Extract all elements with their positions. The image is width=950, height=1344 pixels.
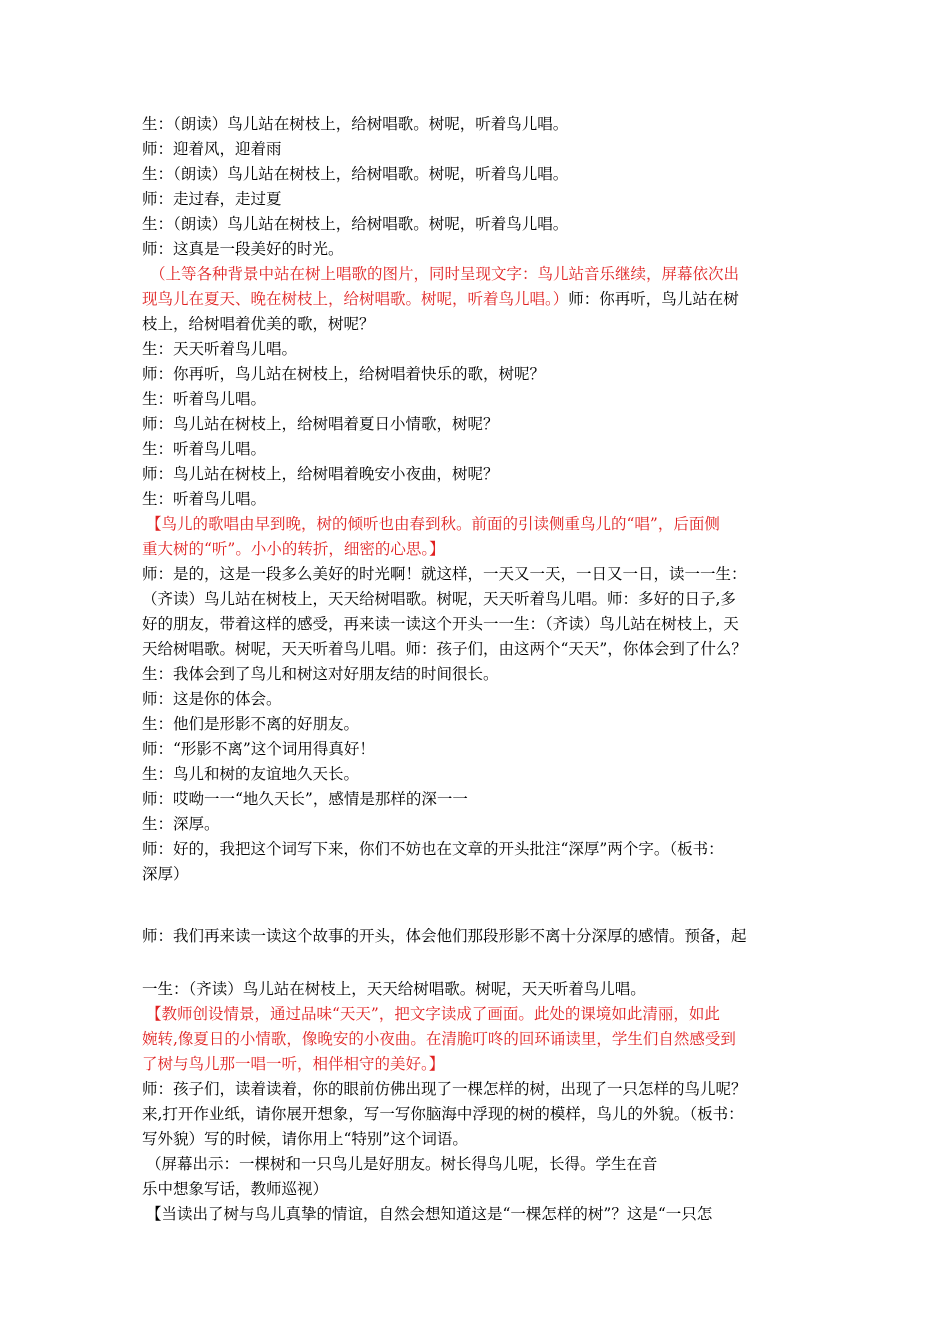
text-line: 好的朋友，带着这样的感受，再来读一读这个开头一一生：（齐读）鸟儿站在树枝上，天 — [142, 615, 739, 633]
text-line: 师：孩子们，读着读着，你的眼前仿佛出现了一棵怎样的树，出现了一只怎样的鸟儿呢？ — [142, 1080, 747, 1098]
text-line: 枝上，给树唱着优美的歌，树呢？ — [142, 315, 375, 333]
text-line: 生：（朗读）鸟儿站在树枝上，给树唱歌。树呢，听着鸟儿唱。 — [142, 115, 569, 133]
text-line: 师：迎着风，迎着雨 — [142, 140, 282, 158]
text-line: 生：听着鸟儿唱。 — [142, 440, 267, 458]
text-line: 生：（朗读）鸟儿站在树枝上，给树唱歌。树呢，听着鸟儿唱。 — [142, 165, 569, 183]
text-segment: 师：你再听，鸟儿站在树 — [568, 290, 739, 308]
text-line: 深厚） — [142, 865, 189, 883]
text-line: （屏幕出示：一棵树和一只鸟儿是好朋友。树长得鸟儿呢，长得。学生在音 — [146, 1155, 658, 1173]
paragraph-gap — [142, 949, 812, 977]
text-line: 师：哎呦一一“地久天长”，感情是那样的深一一 — [142, 790, 468, 808]
text-line: 师：你再听，鸟儿站在树枝上，给树唱着快乐的歌，树呢？ — [142, 365, 546, 383]
document-body — [142, 112, 812, 1227]
mixed-line — [142, 287, 812, 312]
annotation-segment: 现鸟儿在夏天、晚在树枝上，给树唱歌。树呢，听着鸟儿唱。） — [142, 290, 569, 308]
text-line: 生：听着鸟儿唱。 — [142, 490, 267, 508]
text-line: 生：深厚。 — [142, 815, 220, 833]
text-line: （齐读）鸟儿站在树枝上，天天给树唱歌。树呢，天天听着鸟儿唱。师：多好的日子,多 — [142, 590, 736, 608]
text-line: 【当读出了树与鸟儿真挚的情谊，自然会想知道这是“一棵怎样的树”？这是“一只怎 — [146, 1205, 713, 1223]
text-line: 师：好的，我把这个词写下来，你们不妨也在文章的开头批注“深厚”两个字。（板书： — [142, 840, 724, 858]
text-line: 生：天天听着鸟儿唱。 — [142, 340, 298, 358]
text-line: 写外貌）写的时候，请你用上“特别”这个词语。 — [142, 1130, 468, 1148]
text-line: 生：他们是形影不离的好朋友。 — [142, 715, 360, 733]
text-line: 师：走过春，走过夏 — [142, 190, 282, 208]
text-line: 师：鸟儿站在树枝上，给树唱着晚安小夜曲，树呢？ — [142, 465, 499, 483]
text-line: 师：这是你的体会。 — [142, 690, 282, 708]
text-line: 乐中想象写话，教师巡视） — [142, 1180, 329, 1198]
text-line: 师：鸟儿站在树枝上，给树唱着夏日小情歌，树呢？ — [142, 415, 499, 433]
annotation-line: 【鸟儿的歌唱由早到晚，树的倾听也由春到秋。前面的引读侧重鸟儿的“唱”，后面侧 — [146, 515, 720, 533]
text-line: 生：我体会到了鸟儿和树这对好朋友结的时间很长。 — [142, 665, 499, 683]
text-line: 天给树唱歌。树呢，天天听着鸟儿唱。师：孩子们，由这两个“天天”，你体会到了什么？ — [142, 640, 747, 658]
text-line: 生：（朗读）鸟儿站在树枝上，给树唱歌。树呢，听着鸟儿唱。 — [142, 215, 569, 233]
annotation-line: 重大树的“听”。小小的转折，细密的心思。】 — [142, 540, 445, 558]
paragraph-gap — [142, 887, 812, 924]
text-line: 来,打开作业纸，请你展开想象，写一写你脑海中浮现的树的模样，鸟儿的外貌。（板书： — [142, 1105, 744, 1123]
text-line: 师：“形影不离”这个词用得真好！ — [142, 740, 375, 758]
annotation-line: 了树与鸟儿那一唱一听，相伴相守的美好。】 — [142, 1055, 445, 1073]
text-line: 生：听着鸟儿唱。 — [142, 390, 267, 408]
annotation-line: 婉转,像夏日的小情歌，像晚安的小夜曲。在清脆叮咚的回环诵读里，学生们自然感受到 — [142, 1030, 736, 1048]
annotation-line: （上等各种背景中站在树上唱歌的图片，同时呈现文字：鸟儿站音乐继续，屏幕依次出 — [150, 265, 740, 283]
annotation-line: 【教师创设情景，通过品味“天天”，把文字读成了画面。此处的课境如此清丽，如此 — [146, 1005, 720, 1023]
text-line: 一生：（齐读）鸟儿站在树枝上，天天给树唱歌。树呢，天天听着鸟儿唱。 — [142, 980, 646, 998]
text-line: 师：这真是一段美好的时光。 — [142, 240, 344, 258]
text-line: 师：我们再来读一读这个故事的开头，体会他们那段形影不离十分深厚的感情。预备，起 — [142, 927, 747, 945]
text-line: 生：鸟儿和树的友谊地久天长。 — [142, 765, 360, 783]
text-line: 师：是的，这是一段多么美好的时光啊！就这样，一天又一天，一日又一日，读一一生： — [142, 565, 747, 583]
